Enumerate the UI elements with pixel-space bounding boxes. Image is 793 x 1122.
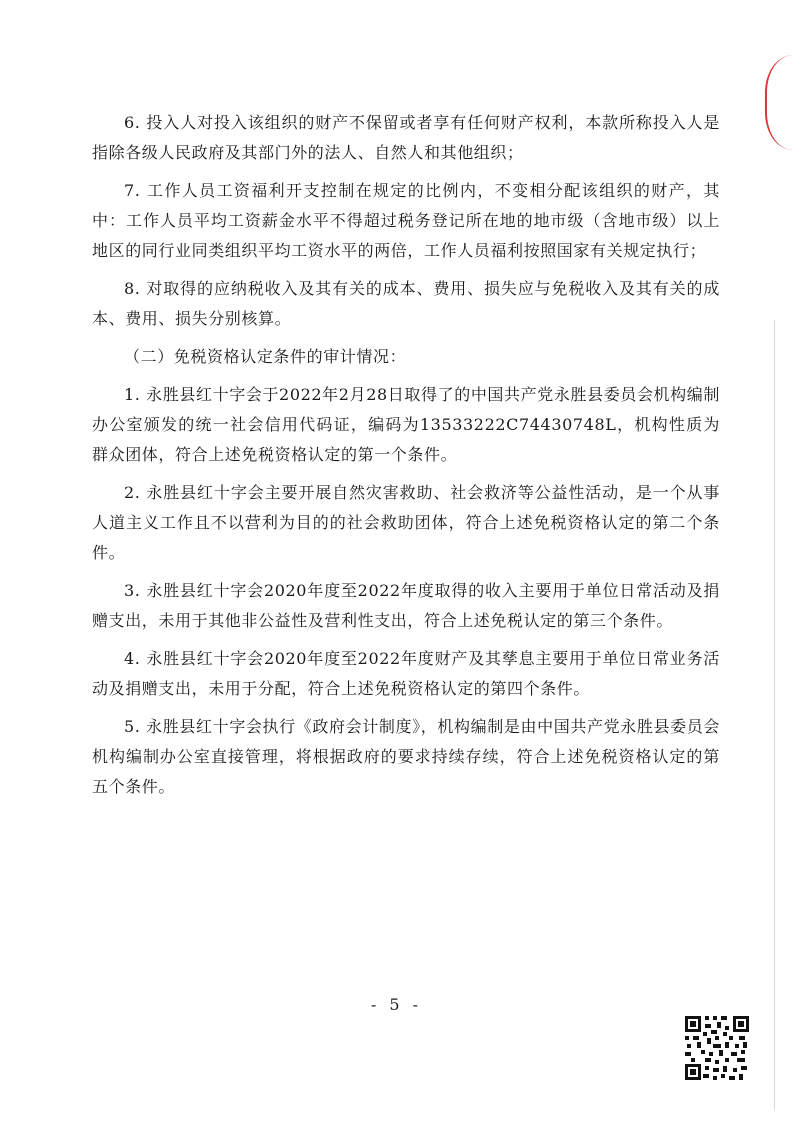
seal-edge-icon (765, 55, 793, 150)
paragraph-audit-1: 1. 永胜县红十字会于2022年2月28日取得了的中国共产党永胜县委员会机构编制办公室颁发的统一社会信用代码证，编码为13533222C74430748L，机构性质为群众团体，符合上述免税资格认定的第一个条件。 (92, 385, 720, 464)
page-number: - 5 - (370, 995, 423, 1014)
paragraph-condition-7: 7. 工作人员工资福利开支控制在规定的比例内，不变相分配该组织的财产，其中：工作人员平均工资薪金水平不得超过税务登记所在地的地市级（含地市级）以上地区的同行业同类组织平均工资水平的两倍，工作人员福利按照国家有关规定执行； (92, 181, 720, 260)
paragraph-condition-6: 6. 投入人对投入该组织的财产不保留或者享有任何财产权利，本款所称投入人是指除各级人民政府及其部门外的法人、自然人和其他组织； (92, 113, 720, 162)
paragraph-audit-2: 2. 永胜县红十字会主要开展自然灾害救助、社会救济等公益性活动，是一个从事人道主义工作且不以营利为目的的社会救助团体，符合上述免税资格认定的第二个条件。 (92, 483, 720, 562)
section-heading: （二）免税资格认定条件的审计情况： (124, 347, 407, 366)
paragraph-audit-5: 5. 永胜县红十字会执行《政府会计制度》，机构编制是由中国共产党永胜县委员会机构编制办公室直接管理，将根据政府的要求持续存续，符合上述免税资格认定的第五个条件。 (92, 717, 720, 796)
document-body (92, 108, 720, 810)
paragraph-audit-3: 3. 永胜县红十字会2020年度至2022年度取得的收入主要用于单位日常活动及捐赠支出，未用于其他非公益性及营利性支出，符合上述免税认定的第三个条件。 (92, 581, 720, 630)
paragraph-condition-8: 8. 对取得的应纳税收入及其有关的成本、费用、损失应与免税收入及其有关的成本、费用、损失分别核算。 (92, 279, 720, 328)
paragraph-audit-4: 4. 永胜县红十字会2020年度至2022年度财产及其孳息主要用于单位日常业务活动及捐赠支出，未用于分配，符合上述免税资格认定的第四个条件。 (92, 649, 720, 698)
page-edge-line (774, 320, 775, 1110)
qr-code-icon (683, 1014, 751, 1082)
